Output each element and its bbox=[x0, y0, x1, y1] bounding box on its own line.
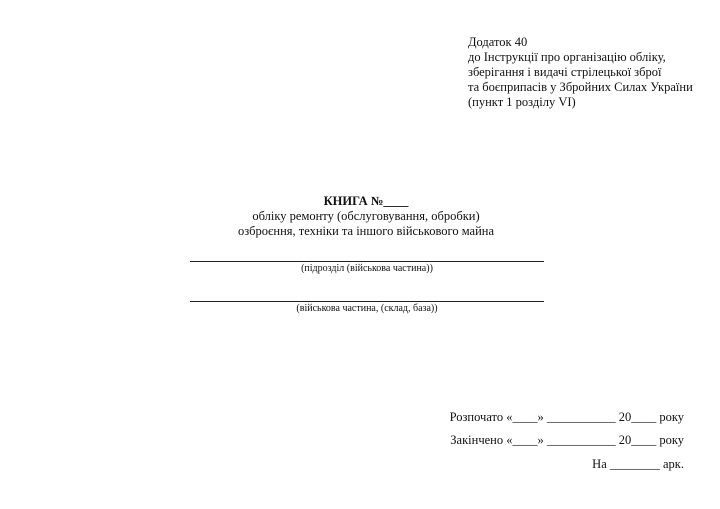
book-heading: КНИГА №____ bbox=[323, 194, 409, 208]
appendix-line: до Інструкції про організацію обліку, bbox=[468, 50, 666, 64]
book-subtitle-line-1: обліку ремонту (обслуговування, обробки) bbox=[252, 209, 480, 223]
base-caption: (військова частина, (склад, база)) bbox=[296, 303, 438, 314]
unit-fill-line bbox=[190, 261, 544, 262]
finished-date-line: Закінчено «____» ___________ 20____ року bbox=[450, 433, 684, 447]
sheets-count-line: На ________ арк. bbox=[592, 457, 684, 471]
base-fill-line bbox=[190, 301, 544, 302]
unit-caption: (підрозділ (військова частина)) bbox=[301, 263, 433, 274]
book-title-block bbox=[0, 194, 720, 239]
book-subtitle-line-2: озброєння, техніки та іншого військового майна bbox=[237, 224, 494, 238]
appendix-reference bbox=[468, 35, 718, 110]
appendix-line: (пункт 1 розділу VI) bbox=[468, 95, 576, 109]
appendix-line: та боєприпасів у Збройних Силах України bbox=[468, 80, 693, 94]
started-date-line: Розпочато «____» ___________ 20____ року bbox=[449, 410, 684, 424]
appendix-line: Додаток 40 bbox=[468, 35, 528, 49]
appendix-line: зберігання і видачі стрілецької зброї bbox=[468, 65, 662, 79]
